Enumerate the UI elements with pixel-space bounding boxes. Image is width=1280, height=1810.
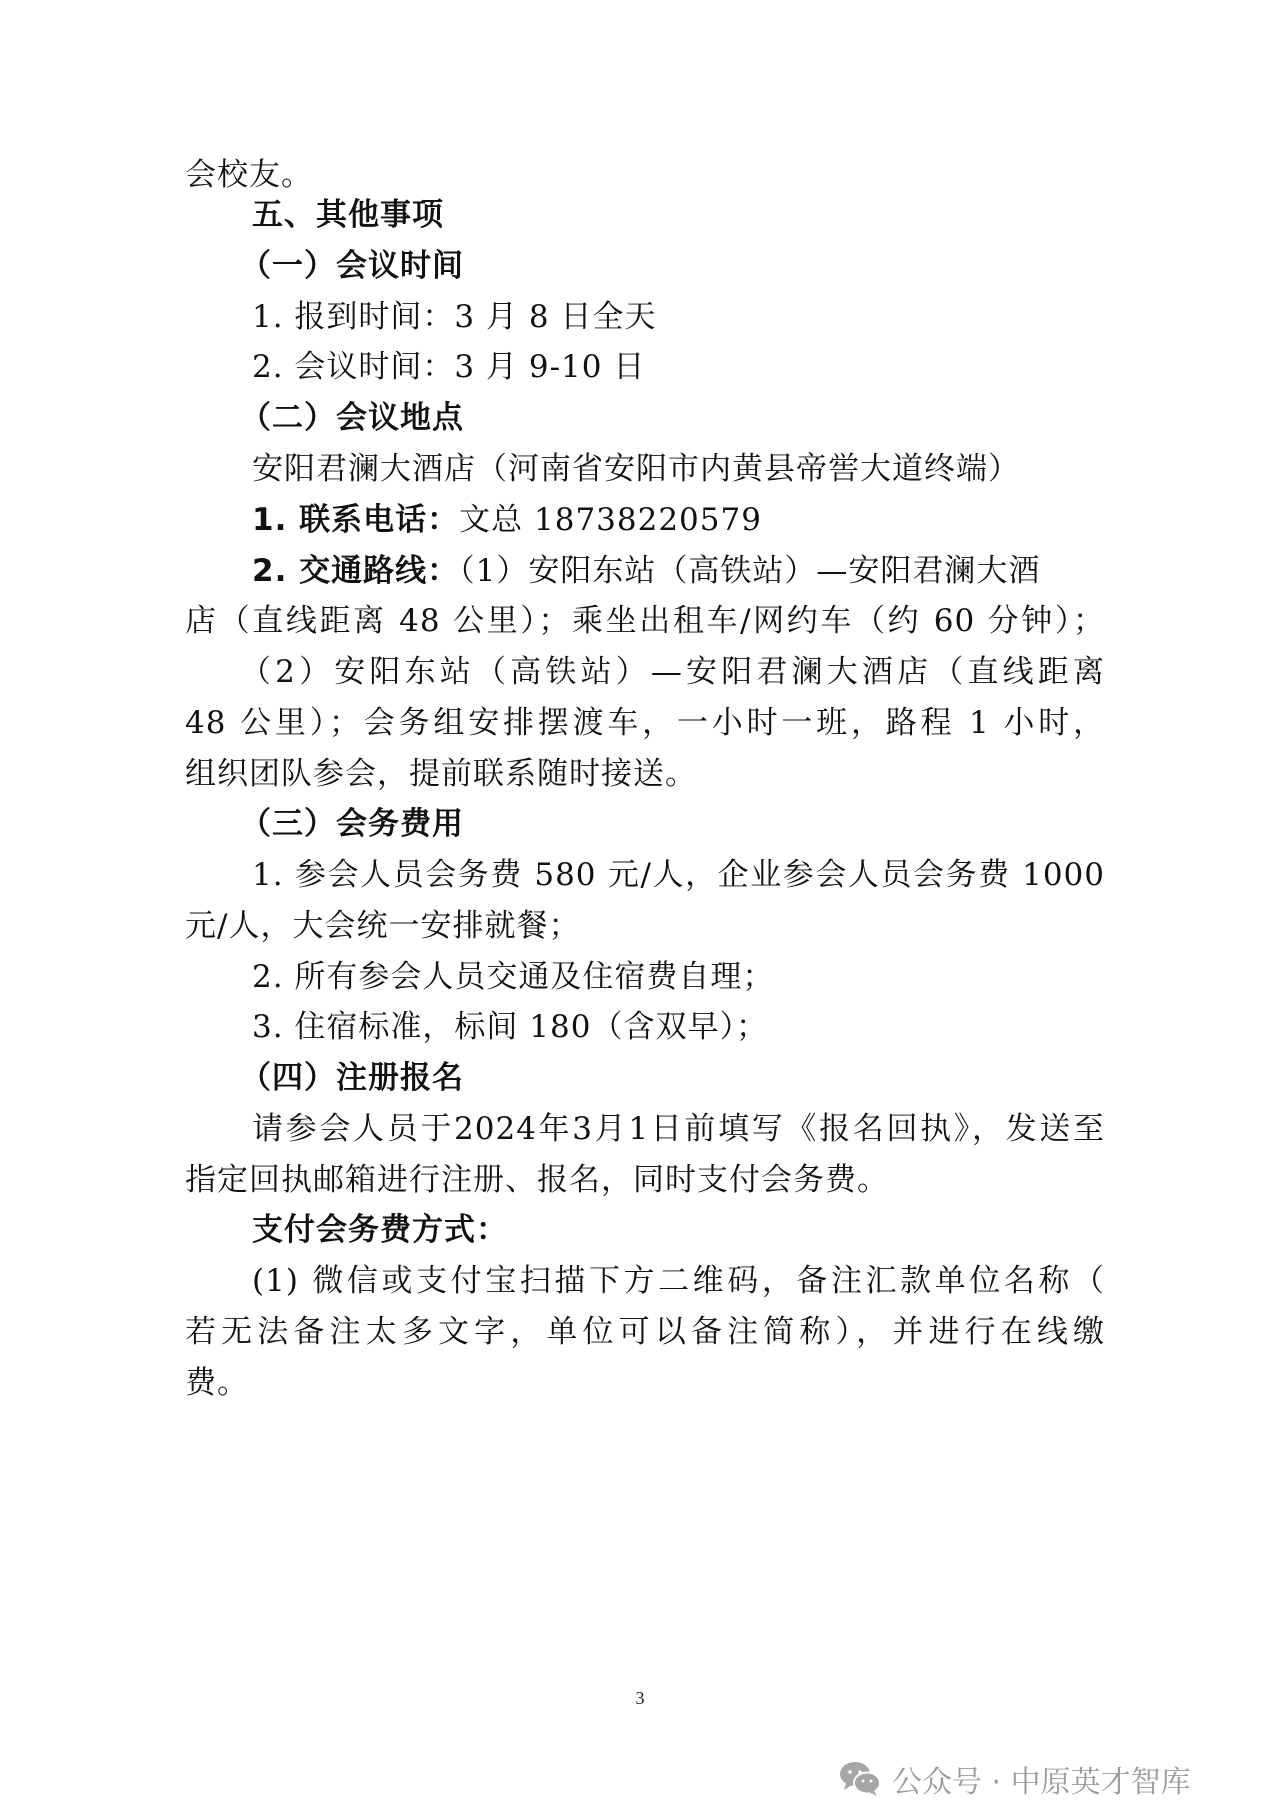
paragraph-line: 组织团队参会，提前联系随时接送。 bbox=[185, 756, 697, 792]
paragraph-line: 3. 住宿标准，标间 180（含双早）； bbox=[252, 1009, 768, 1045]
section-heading: 五、其他事项 bbox=[252, 197, 444, 233]
paragraph-line: 若无法备注太多文字，单位可以备注简称），并进行在线缴 bbox=[185, 1314, 1105, 1350]
route-label: 2. 交通路线： bbox=[252, 553, 460, 589]
paragraph-line: 安阳君澜大酒店（河南省安阳市内黄县帝喾大道终端） bbox=[252, 451, 1020, 487]
paragraph-line: 2. 所有参会人员交通及住宿费自理； bbox=[252, 959, 775, 995]
paragraph-line: 48 公里）；会务组安排摆渡车，一小时一班，路程 1 小时， bbox=[185, 705, 1105, 741]
route-line bbox=[252, 551, 1105, 591]
subsection-heading: （四）注册报名 bbox=[240, 1060, 464, 1096]
paragraph-line: 店（直线距离 48 公里）；乘坐出租车/网约车（约 60 分钟）； bbox=[185, 603, 1105, 639]
paragraph-line: 指定回执邮箱进行注册、报名，同时支付会务费。 bbox=[185, 1162, 889, 1198]
route-value: （1）安阳东站（高铁站）—安阳君澜大酒 bbox=[459, 553, 1041, 589]
subsection-heading: （三）会务费用 bbox=[240, 806, 464, 842]
watermark-text: 公众号 · 中原英才智库 bbox=[892, 1765, 1191, 1800]
payment-heading: 支付会务费方式： bbox=[252, 1212, 508, 1248]
paragraph-line: 请参会人员于2024年3月1日前填写《报名回执》，发送至 bbox=[252, 1111, 1105, 1147]
paragraph-line: 费。 bbox=[185, 1365, 249, 1401]
paragraph-line: 1. 参会人员会务费 580 元/人，企业参会人员会务费 1000 bbox=[252, 857, 1105, 893]
page-number: 3 bbox=[635, 1688, 645, 1708]
contact-value: 文总 18738220579 bbox=[459, 502, 762, 538]
paragraph-line: (1) 微信或支付宝扫描下方二维码，备注汇款单位名称（ bbox=[252, 1263, 1105, 1299]
contact-label: 1. 联系电话： bbox=[252, 502, 460, 538]
contact-line bbox=[252, 500, 1105, 540]
paragraph-line: 1. 报到时间：3 月 8 日全天 bbox=[252, 299, 657, 335]
wechat-icon bbox=[838, 1759, 882, 1799]
subsection-heading: （一）会议时间 bbox=[240, 248, 464, 284]
paragraph-line: （2）安阳东站（高铁站）—安阳君澜大酒店（直线距离 bbox=[240, 654, 1105, 690]
paragraph-line: 会校友。 bbox=[185, 157, 313, 193]
paragraph-line: 元/人，大会统一安排就餐； bbox=[185, 908, 581, 944]
subsection-heading: （二）会议地点 bbox=[240, 400, 464, 436]
watermark bbox=[838, 1757, 1191, 1801]
paragraph-line: 2. 会议时间：3 月 9-10 日 bbox=[252, 349, 646, 385]
